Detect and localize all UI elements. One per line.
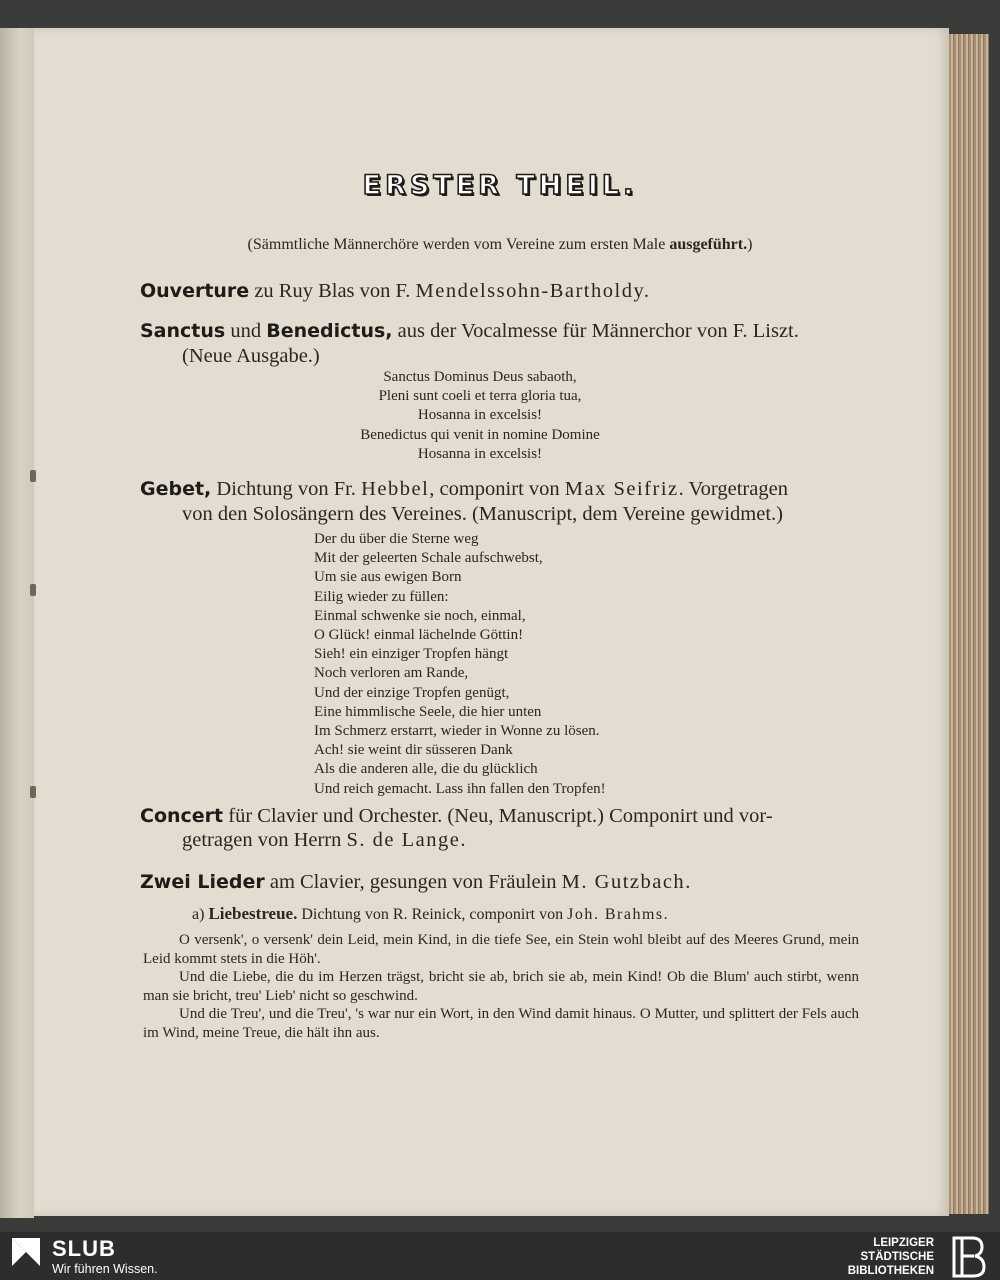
sanctus-verse	[330, 368, 630, 464]
verse-line: Eilig wieder zu füllen:	[314, 588, 449, 605]
song-composer: Joh. Brahms	[567, 906, 664, 923]
gebet-verse	[314, 530, 606, 799]
concert-performer: S. de Lange	[346, 829, 461, 851]
verse-line: Hosanna in excelsis!	[417, 445, 543, 462]
verse-line: Und der einzige Tropfen genügt,	[314, 684, 510, 701]
song-heading	[192, 904, 668, 924]
verse-line: Ach! sie weint dir süsseren Dank	[314, 742, 513, 759]
benedictus-title: Benedictus,	[266, 320, 393, 342]
lieder-text: .	[685, 871, 691, 893]
lyrics-paragraph: O versenk', o versenk' dein Leid, mein Kind, in die tiefe See, ein Stein wohl bleibt auf des Meeres Grund, mein Leid kommt stets in die Höh'.	[143, 932, 859, 967]
performance-note	[0, 236, 1000, 254]
gebet-line-2: von den Solosängern des Vereines. (Manuscript, dem Vereine gewidmet.)	[182, 503, 783, 525]
note-bold: ausgeführt.	[669, 236, 748, 253]
lsb-logo-icon	[944, 1234, 992, 1280]
verse-line: Benedictus qui venit in nomine Domine	[360, 426, 600, 443]
concert-text: für Clavier und Orchester. (Neu, Manuscript.) Componirt und vor-	[223, 805, 773, 827]
lieder-singer: M. Gutzbach	[561, 871, 686, 893]
sanctus-edition: (Neue Ausgabe.)	[182, 345, 320, 367]
verse-line: Sieh! ein einziger Tropfen hängt	[314, 646, 509, 663]
verse-line: Mit der geleerten Schale aufschwebst,	[314, 550, 543, 567]
ouverture-composer: Mendelssohn-Bartholdy.	[415, 280, 651, 302]
song-text: .	[663, 906, 668, 923]
lsb-name	[734, 1236, 934, 1278]
verse-line: Pleni sunt coeli et terra gloria tua,	[378, 388, 582, 405]
verse-line: Eine himmlische Seele, die hier unten	[314, 703, 542, 720]
song-text: Dichtung von R. Reinick, componirt von	[297, 906, 568, 923]
verse-line: Sanctus Dominus Deus sabaoth,	[383, 369, 577, 385]
concert-line-2	[182, 829, 466, 852]
gebet-title: Gebet,	[140, 478, 212, 500]
gebet-composer: Max Seifriz	[564, 478, 679, 500]
gebet-text: , componirt von	[429, 478, 565, 500]
gebet-text: . Vorgetragen	[678, 478, 788, 500]
song-lyrics	[143, 931, 859, 1042]
sanctus-title: Sanctus	[140, 320, 226, 342]
sanctus-und: und	[225, 320, 267, 342]
slub-slogan: Wir führen Wissen.	[52, 1262, 158, 1276]
verse-line: Um sie aus ewigen Born	[314, 569, 462, 586]
slub-title: SLUB	[52, 1236, 116, 1261]
lyrics-paragraph: Und die Liebe, die du im Herzen trägst, bricht sie ab, brich sie ab, mein Kind! Ob die Blum' auch stirbt, wenn man sie bricht, treu' Lieb' nicht so geschwind.	[143, 969, 859, 1004]
ouverture-text: zu Ruy Blas von F.	[249, 280, 416, 302]
concert-title: Concert	[140, 805, 224, 827]
lieder-title: Zwei Lieder	[140, 871, 265, 893]
lyrics-paragraph: Und die Treu', und die Treu', 's war nur ein Wort, in den Wind damit hinaus. O Mutter, und splittert der Fels auch im Wind, meine Treue, die hält ihn aus.	[143, 1006, 859, 1041]
verse-line: O Glück! einmal lächelnde Göttin!	[314, 627, 524, 644]
gebet-poet: Hebbel	[361, 478, 430, 500]
lsb-line: LEIPZIGER	[873, 1237, 934, 1249]
ouverture-title: Ouverture	[140, 280, 250, 302]
verse-line: Im Schmerz erstarrt, wieder in Wonne zu lösen.	[314, 723, 600, 740]
verse-line: Und reich gemacht. Lass ihn fallen den Tropfen!	[314, 780, 606, 797]
verse-line: Einmal schwenke sie noch, einmal,	[314, 607, 526, 624]
concert-line	[140, 805, 773, 828]
verse-line: Als die anderen alle, die du glücklich	[314, 761, 538, 778]
gebet-line	[140, 478, 788, 501]
note-text: (Sämmtliche Männerchöre werden vom Vereine zum ersten Male	[247, 236, 670, 253]
verse-line: Noch verloren am Rande,	[314, 665, 469, 682]
note-end: )	[747, 236, 753, 253]
concert-text: .	[460, 829, 466, 851]
sanctus-line	[140, 320, 799, 343]
ouverture-line	[140, 280, 650, 303]
song-label: a)	[192, 906, 209, 923]
verse-line: Hosanna in excelsis!	[417, 407, 543, 424]
section-heading: ERSTER THEIL.	[362, 170, 638, 201]
slub-logo-icon	[12, 1238, 40, 1266]
song-title: Liebestreue.	[208, 904, 298, 923]
lieder-text: am Clavier, gesungen von Fräulein	[264, 871, 562, 893]
verse-line: Der du über die Sterne weg	[314, 531, 479, 547]
lieder-line	[140, 871, 690, 894]
concert-text: getragen von Herrn	[182, 829, 347, 851]
gebet-text: Dichtung von Fr.	[211, 478, 362, 500]
lsb-line: BIBLIOTHEKEN	[847, 1265, 934, 1277]
sanctus-text: aus der Vocalmesse für Männerchor von F. Liszt.	[392, 320, 799, 342]
lsb-line: STÄDTISCHE	[860, 1251, 934, 1263]
